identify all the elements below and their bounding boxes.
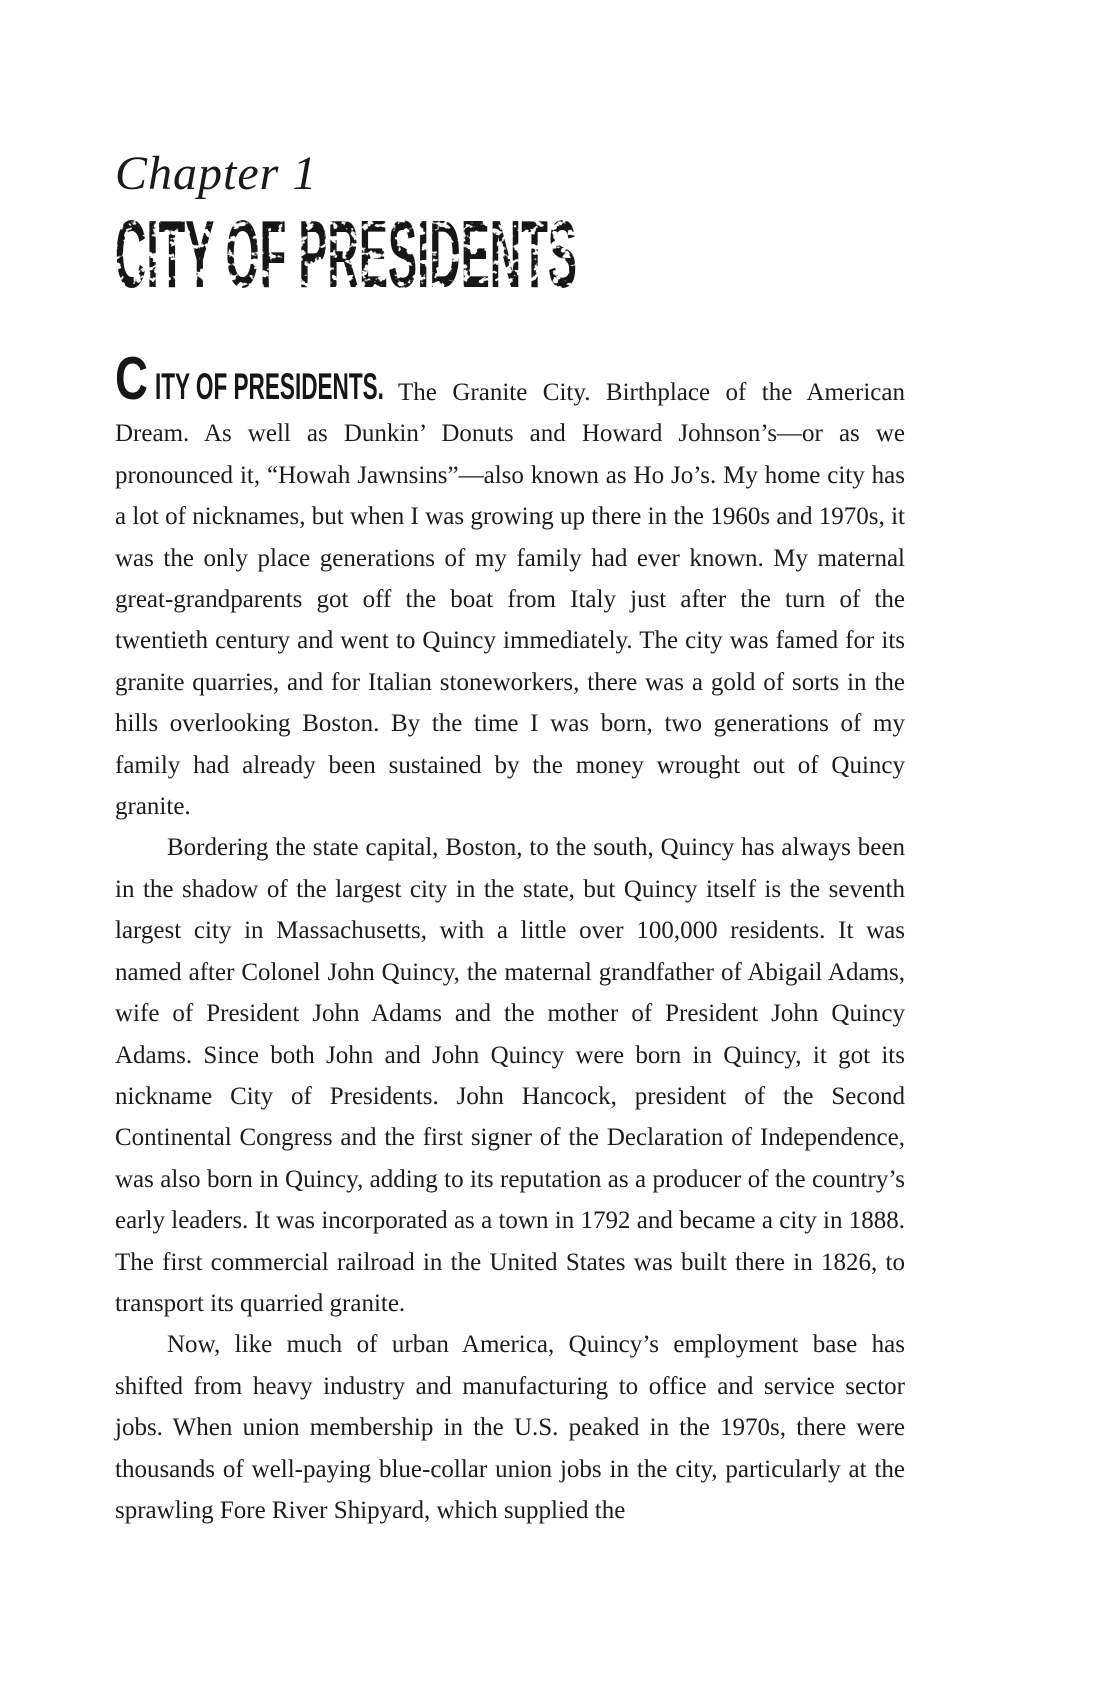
chapter-number-label: Chapter 1	[115, 147, 318, 200]
chapter-title	[115, 200, 585, 308]
svg-text:C ITY OF PRESIDENTS.	[115, 345, 384, 412]
paragraph-3: Now, like much of urban America, Quincy’s employment base has shifted from heavy industry and manufacturing to office and service sector jobs. When union membership in the U.S. peaked in the 1970s, there were thousands of well-paying blue-collar union jobs in the city, particularly at the sprawling Fore River Shipyard, which supplied the	[115, 1331, 905, 1524]
lead-in-phrase	[115, 345, 384, 412]
chapter-title-text: CITY OF PRESIDENTS	[115, 200, 577, 308]
paragraph-1-text: The Granite City. Birthplace of the American Dream. As well as Dunkin’ Donuts and Howard Johnson’s—or as we pronounced it, “Howah Jawnsins”—also known as Ho Jo’s. My home city has a lot of nicknames, but when I was growing up there in the 1960s and 1970s, it was the only place generations of my family had ever known. My maternal great-grandparents got off the boat from Italy just after the turn of the twentieth century and went to Quincy immediately. The city was famed for its granite quarries, and for Italian stoneworkers, there was a gold of sorts in the hills overlooking Boston. By the time I was born, two generations of my family had already been sustained by the money wrought out of Quincy granite.	[115, 379, 905, 821]
paragraph-2: Bordering the state capital, Boston, to the south, Quincy has always been in the shadow of the largest city in the state, but Quincy itself is the seventh largest city in Massachusetts, with a little over 100,000 residents. It was named after Colonel John Quincy, the maternal grandfather of Abigail Adams, wife of President John Adams and the mother of President John Quincy Adams. Since both John and John Quincy were born in Quincy, it got its nickname City of Presidents. John Hancock, president of the Second Continental Congress and the first signer of the Declaration of Independence, was also born in Quincy, adding to its reputation as a producer of the country’s early leaders. It was incorporated as a town in 1792 and became a city in 1888. The first commercial railroad in the United States was built there in 1826, to transport its quarried granite.	[115, 834, 905, 1317]
paragraph-1	[115, 345, 905, 827]
lead-small-caps: ITY OF PRESIDENTS.	[154, 366, 384, 407]
lead-drop-cap: C	[115, 345, 148, 412]
body-text	[115, 345, 905, 1531]
chapter-heading	[115, 147, 585, 308]
